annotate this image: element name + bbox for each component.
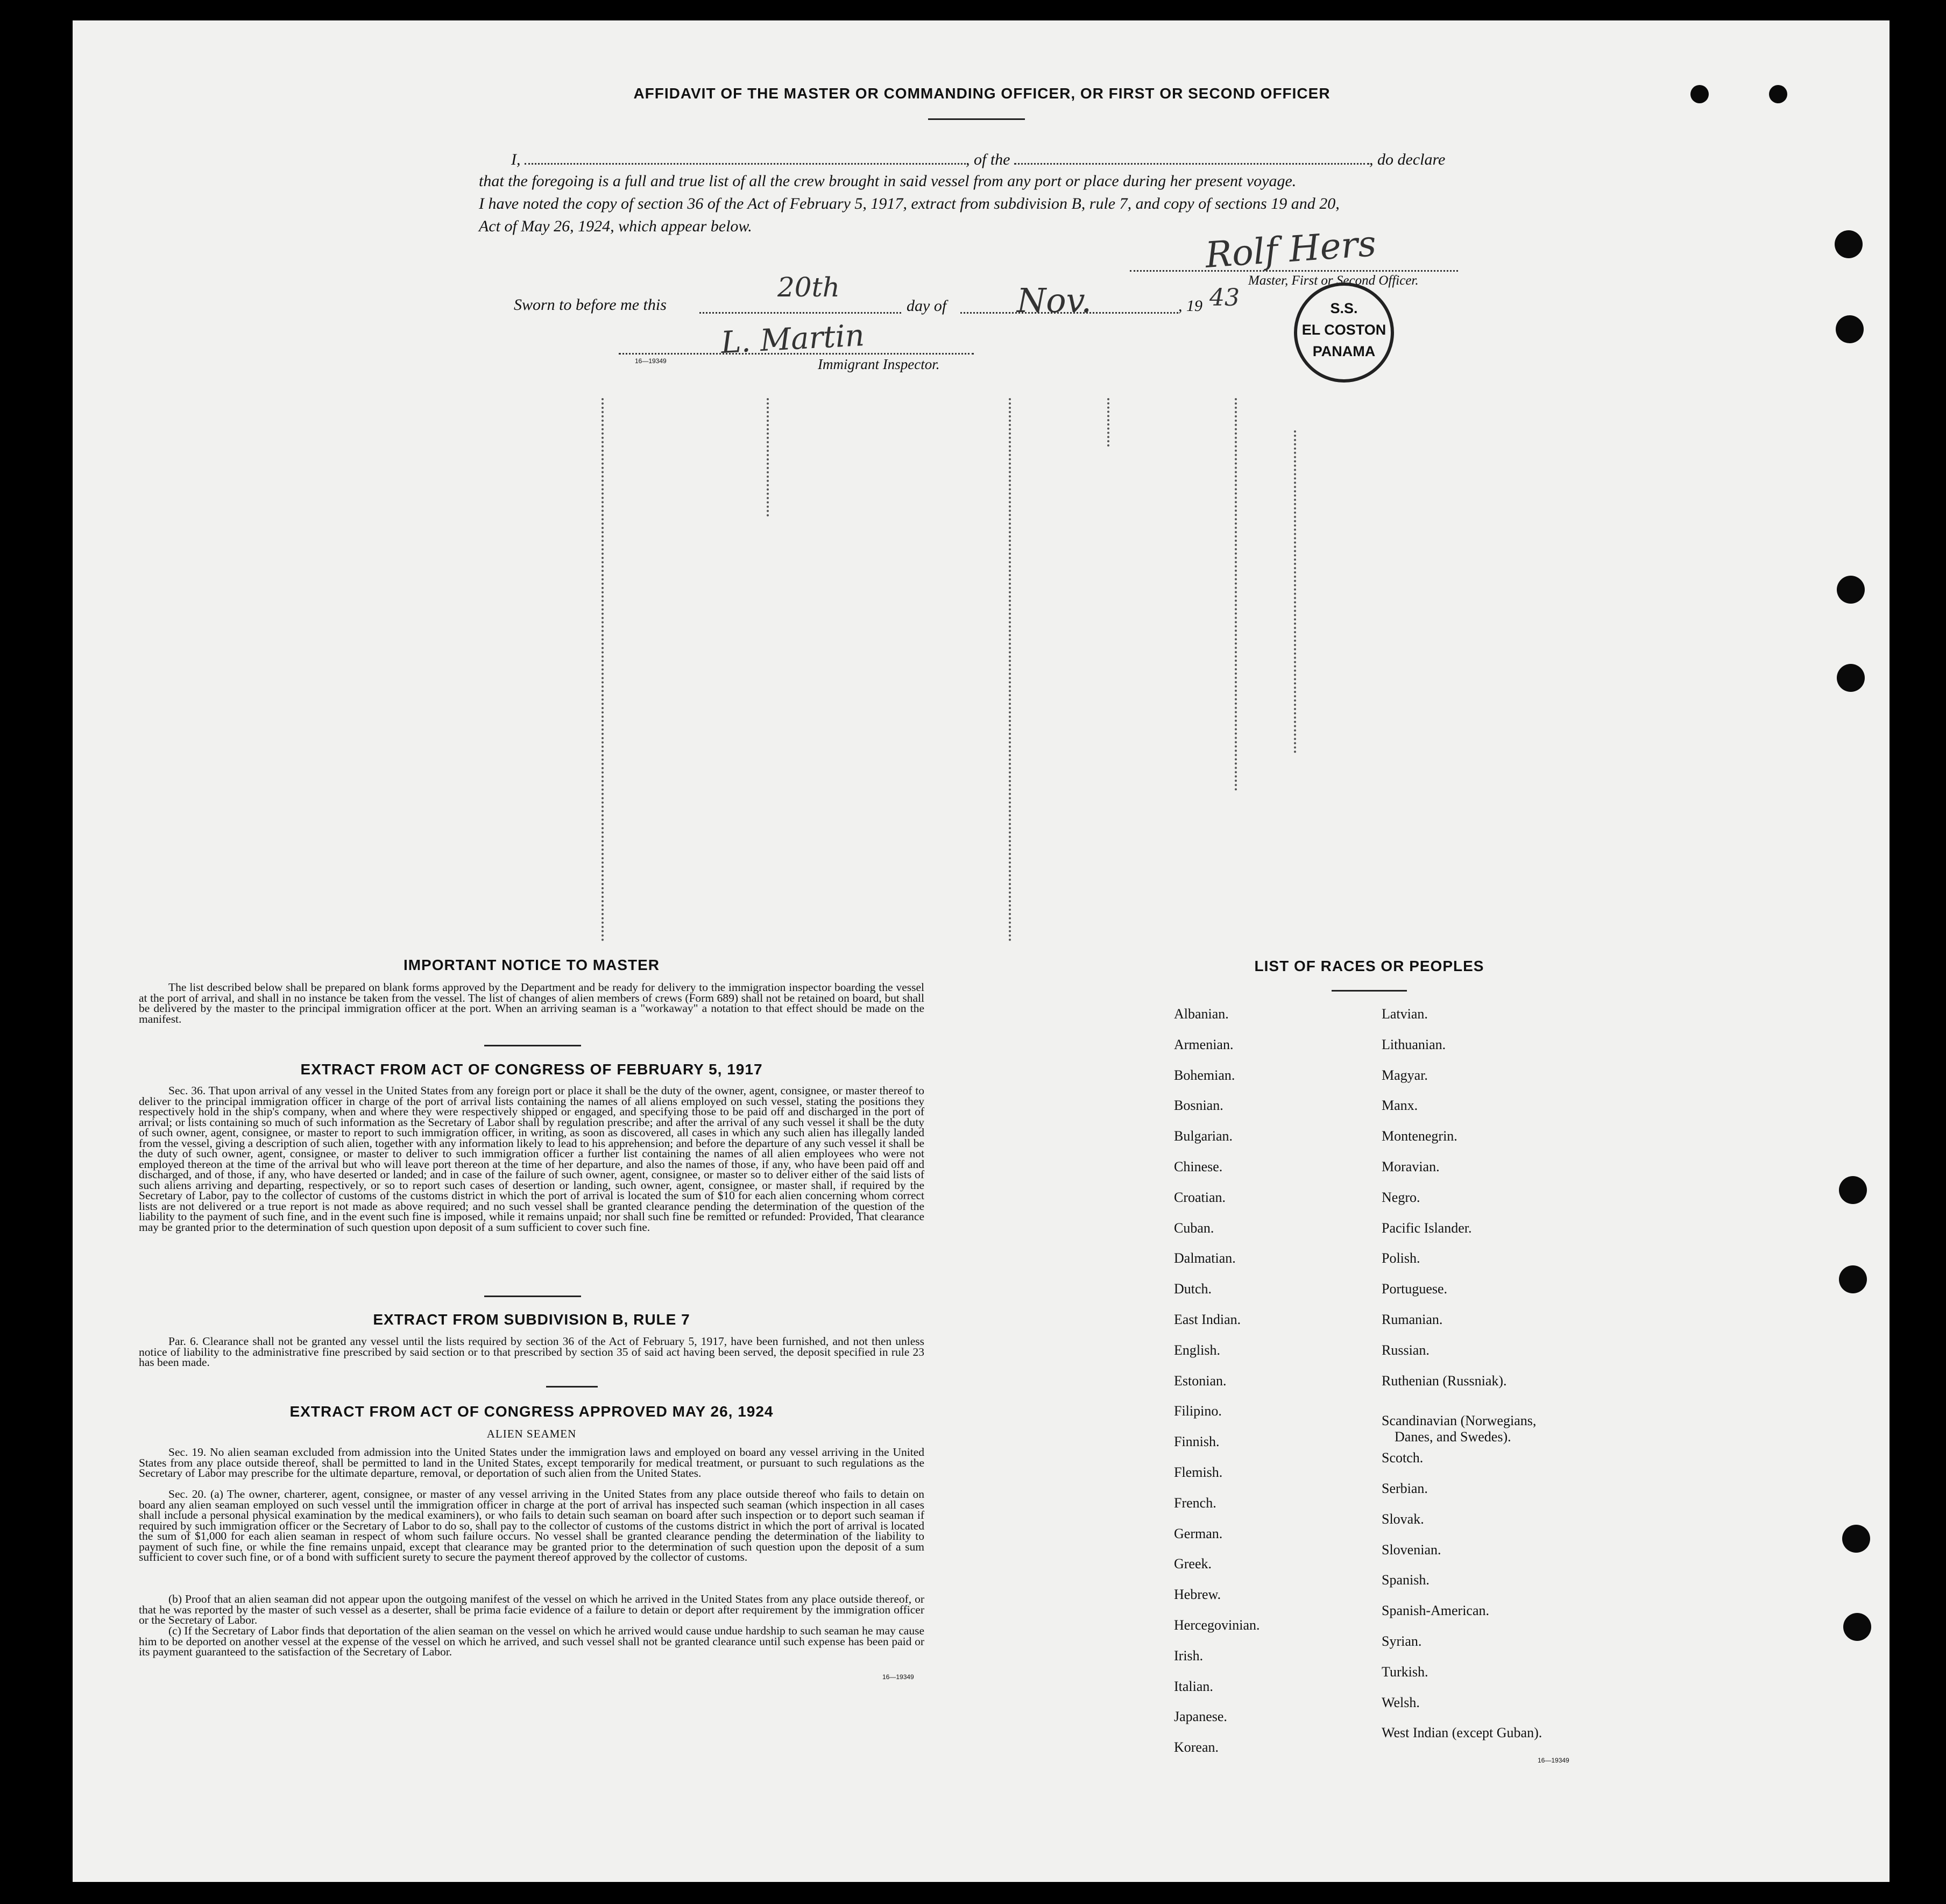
title-rule (928, 118, 1025, 120)
race-item: Japanese. (1174, 1709, 1227, 1725)
extract1917-title: EXTRACT FROM ACT OF CONGRESS OF FEBRUARY 5, 1917 (300, 1061, 763, 1078)
affidavit-line2: that the foregoing is a full and true list of all the crew brought in said vessel from any port or place during her present voyage. (479, 172, 1297, 190)
notice-text: The list described below shall be prepared on blank forms approved by the Department and be ready for delivery to the immigration inspector boarding the vessel at the port of arrival, and shall in no instance be taken from the vessel. The list of changes of alien members of crews (Form 689) shall not be retained on board, but shall be delivered by the master to the principal immigration officer at the port. When an arriving seaman is a "workaway" a notation to that effect should be made on the manifest. (139, 981, 924, 1025)
races-rule (1332, 990, 1407, 992)
race-item: Filipino. (1174, 1403, 1222, 1419)
race-item: Danes, and Swedes). (1395, 1429, 1511, 1445)
extract1924-subtitle: ALIEN SEAMEN (486, 1427, 577, 1440)
subdivision-title: EXTRACT FROM SUBDIVISION B, RULE 7 (373, 1311, 690, 1328)
race-item: Scotch. (1382, 1450, 1424, 1466)
punch-hole (1835, 230, 1863, 258)
race-item: Cuban. (1174, 1220, 1214, 1236)
race-item: Spanish. (1382, 1572, 1430, 1588)
section-rule (484, 1045, 581, 1046)
race-item: Welsh. (1382, 1694, 1420, 1710)
race-item: Hercegovinian. (1174, 1617, 1260, 1633)
race-item: Bosnian. (1174, 1098, 1223, 1114)
race-item: French. (1174, 1495, 1216, 1511)
affidavit-line1 (479, 151, 1480, 169)
race-item: Italian. (1174, 1678, 1213, 1694)
race-item: English. (1174, 1342, 1220, 1358)
inspector-signature: L. Martin (720, 318, 866, 360)
race-item: Russian. (1382, 1342, 1430, 1358)
race-item: Ruthenian (Russniak). (1382, 1372, 1507, 1389)
race-item: Slovenian. (1382, 1541, 1441, 1558)
column-guide (767, 398, 771, 516)
race-item: Manx. (1382, 1098, 1418, 1114)
notice-title: IMPORTANT NOTICE TO MASTER (403, 957, 660, 973)
race-item: Slovak. (1382, 1511, 1424, 1527)
of-the-label: , of the (966, 151, 1010, 168)
extract1924-title: EXTRACT FROM ACT OF CONGRESS APPROVED MAY 26, 1924 (289, 1403, 774, 1420)
section-rule (484, 1296, 581, 1297)
race-item: Moravian. (1382, 1159, 1440, 1174)
race-item: Turkish. (1382, 1664, 1428, 1680)
day-value: 20th (777, 272, 840, 303)
race-item: Croatian. (1174, 1189, 1226, 1205)
form-number-top: 16—19349 (635, 357, 667, 365)
race-item: Rumanian. (1382, 1312, 1443, 1327)
year-value: 43 (1209, 284, 1240, 312)
race-item: Magyar. (1382, 1067, 1428, 1083)
column-guide (1009, 398, 1013, 942)
inspector-label: Immigrant Inspector. (818, 356, 940, 372)
punch-hole (1836, 315, 1864, 343)
column-guide (1294, 430, 1298, 753)
affidavit-title: AFFIDAVIT OF THE MASTER OR COMMANDING OFFICER, OR FIRST OR SECOND OFFICER (633, 85, 1331, 102)
signature-line (1130, 270, 1458, 272)
race-item: Finnish. (1174, 1434, 1220, 1450)
vessel-stamp (1294, 282, 1394, 383)
race-item: Korean. (1174, 1739, 1219, 1756)
column-guide (1235, 398, 1239, 791)
stamp-ss: S.S. (1330, 300, 1358, 316)
race-item: Montenegrin. (1382, 1128, 1457, 1144)
master-label: Master, First or Second Officer. (1248, 273, 1419, 288)
extract1924-sec20b: (b) Proof that an alien seaman did not appear upon the outgoing manifest of the vessel on which he arrived in the United States from any place outside thereof, or that he was reported by the master of such vessel as a deserter, shall be prima facie evidence of a failure to detain or deport after requirement by the immigration officer or the Secretary of Labor. (139, 1592, 924, 1626)
race-item: Lithuanian. (1382, 1036, 1446, 1052)
race-item: Spanish-American. (1382, 1603, 1490, 1619)
column-guide (1107, 398, 1112, 447)
master-signature: Rolf Hers (1204, 223, 1378, 276)
races-title: LIST OF RACES OR PEOPLES (1254, 958, 1484, 974)
column-guide (602, 398, 606, 942)
affidavit-line3: I have noted the copy of section 36 of the Act of February 5, 1917, extract from subdivision B, rule 7, and copy of sections 19 and 20, (479, 195, 1340, 213)
punch-hole (1839, 1176, 1867, 1204)
vessel-field[interactable] (1014, 163, 1369, 165)
inspector-line (619, 353, 974, 355)
race-item: Hebrew. (1174, 1587, 1221, 1603)
extract1924-sec19: Sec. 19. No alien seaman excluded from admission into the United States under the immigration laws and employed on board any vessel arriving in the United States from any place outside thereof, shall be permitted to land in the United States, except temporarily for medical treatment, or pursuant to such regulations as the Secretary of Labor may prescribe for the ultimate departure, removal, or deportation of such alien from the United States. (139, 1446, 924, 1480)
punch-hole (1769, 85, 1787, 103)
punch-hole (1837, 576, 1865, 604)
month-value: Nov. (1017, 281, 1092, 320)
punch-hole (1839, 1265, 1867, 1293)
race-item: West Indian (except Guban). (1382, 1725, 1542, 1741)
race-item: German. (1174, 1525, 1223, 1541)
race-item: Albanian. (1174, 1006, 1229, 1022)
punch-hole (1842, 1525, 1870, 1553)
day-field[interactable] (699, 312, 901, 314)
declare-label: , do declare (1369, 151, 1446, 168)
race-item: Bulgarian. (1174, 1128, 1233, 1144)
race-item: Negro. (1382, 1189, 1420, 1205)
race-item: Chinese. (1174, 1159, 1223, 1174)
section-rule (546, 1386, 598, 1388)
race-item: Pacific Islander. (1382, 1220, 1472, 1236)
stamp-country: PANAMA (1312, 343, 1376, 359)
punch-hole (1843, 1613, 1871, 1641)
race-item: Irish. (1174, 1647, 1204, 1664)
stamp-vessel-name: EL COSTON (1301, 322, 1386, 338)
race-item: Syrian. (1382, 1633, 1422, 1649)
race-item: Portuguese. (1382, 1281, 1448, 1297)
sworn-label: Sworn to before me this (514, 296, 667, 314)
form-number-races: 16—19349 (1538, 1757, 1569, 1764)
year-prefix: , 19 (1178, 297, 1202, 315)
day-of-label: day of (907, 297, 947, 315)
affidavit-line4: Act of May 26, 1924, which appear below. (479, 217, 752, 235)
race-item: Scandinavian (Norwegians, (1382, 1413, 1537, 1429)
race-item: Flemish. (1174, 1464, 1223, 1480)
race-item: Dutch. (1174, 1281, 1212, 1297)
subdivision-text: Par. 6. Clearance shall not be granted any vessel until the lists required by section 36 of the Act of February 5, 1917, have been furnished, and not then unless notice of liability to the administrative fine prescribed by said section or to that prescribed by section 35 of said act having been served, the deposit specified in rule 23 has been made. (139, 1335, 924, 1369)
race-item: Serbian. (1382, 1481, 1428, 1496)
form-number-bottom-left: 16—19349 (882, 1673, 914, 1681)
race-item: Dalmatian. (1174, 1250, 1236, 1266)
i-label: I, (511, 151, 521, 168)
extract1917-text: Sec. 36. That upon arrival of any vessel in the United States from any foreign port or place it shall be the duty of the owner, agent, consignee, or master thereof to deliver to the principal immigration officer in charge of the port of arrival lists containing the names of all aliens employed on such vessel, stating the positions they respectively hold in the ship's company, when and where they were respectively shipped or engaged, and specifying those to be paid off and discharged in the port of arrival; or lists containing so much of such information as the Secretary of Labor shall by regulation prescribe; and after the arrival of any such vessel it shall be the duty of such owner, agent, consignee, or master to report to such immigration officer, in writing, as soon as discovered, all cases in which any such alien has illegally landed from the vessel, giving a description of such alien, together with any information likely to lead to his apprehension; and before the departure of any such vessel it shall be the duty of such owner, agent, consignee, or master to deliver to such immigration officer a further list containing the names of all alien employees who were not employed thereon at the time of the arrival but who will leave port thereon at the time of her departure, and also the names of those, if any, who have been paid off and discharged, and of those, if any, who have deserted or landed; and in case of the failure of such owner, agent, consignee, or master so to deliver either of the said lists of such aliens arriving and departing, respectively, or so to report such cases of desertion or landing, such owner, agent, consignee, or master shall, if required by the Secretary of Labor, pay to the collector of customs of the customs district in which the port of arrival is located the sum of $10 for each alien concerning whom correct lists are not delivered or a true report is not made as above required; and no such vessel shall be granted clearance pending the determination of the question of the liability to the payment of such fine, and in the event such fine is imposed, while it remains unpaid; nor shall such fine be remitted or refunded: Provided, That clearance may be granted prior to the determination of such question upon deposit of a sum sufficient to cover such fine. (139, 1084, 924, 1234)
name-field[interactable] (525, 163, 966, 165)
extract1924-sec20c: (c) If the Secretary of Labor finds that deportation of the alien seaman on the vessel on which he arrived would cause undue hardship to such seaman he may cause him to be deported on another vessel at the expense of the vessel on which he arrived, and such vessel shall not be granted clearance until such expense has been paid or its payment guaranteed to the satisfaction of the Secretary of Labor. (139, 1624, 924, 1658)
race-item: Bohemian. (1174, 1067, 1235, 1083)
race-item: Latvian. (1382, 1006, 1428, 1022)
race-item: Armenian. (1174, 1036, 1234, 1052)
extract1924-sec20a: Sec. 20. (a) The owner, charterer, agent, consignee, or master of any vessel arriving in the United States from any place outside thereof who fails to detain on board any alien seaman employed on such vessel until the immigration officer in charge at the port of arrival has inspected such seaman (which inspection in all cases shall include a personal physical examination by the medical examiners), or who fails to detain such seaman on board after such inspection or to deport such seaman if required by such immigration officer or the Secretary of Labor to do so, shall pay to the collector of customs of the customs district in which the port of arrival is located the sum of $1,000 for each alien seaman in respect of whom such failure occurs. No vessel shall be granted clearance pending the determination of the liability to payment of such fine, or while the fine remains unpaid, except that clearance may be granted prior to the determination of such question upon the deposit of a sum sufficient to cover such fine, or of a bond with sufficient surety to secure the payment thereof approved by the collector of customs. (139, 1488, 924, 1563)
punch-hole (1690, 85, 1709, 103)
race-item: Polish. (1382, 1250, 1420, 1266)
race-item: Estonian. (1174, 1372, 1227, 1389)
race-item: Greek. (1174, 1556, 1212, 1572)
race-item: East Indian. (1174, 1312, 1241, 1327)
punch-hole (1837, 664, 1865, 692)
